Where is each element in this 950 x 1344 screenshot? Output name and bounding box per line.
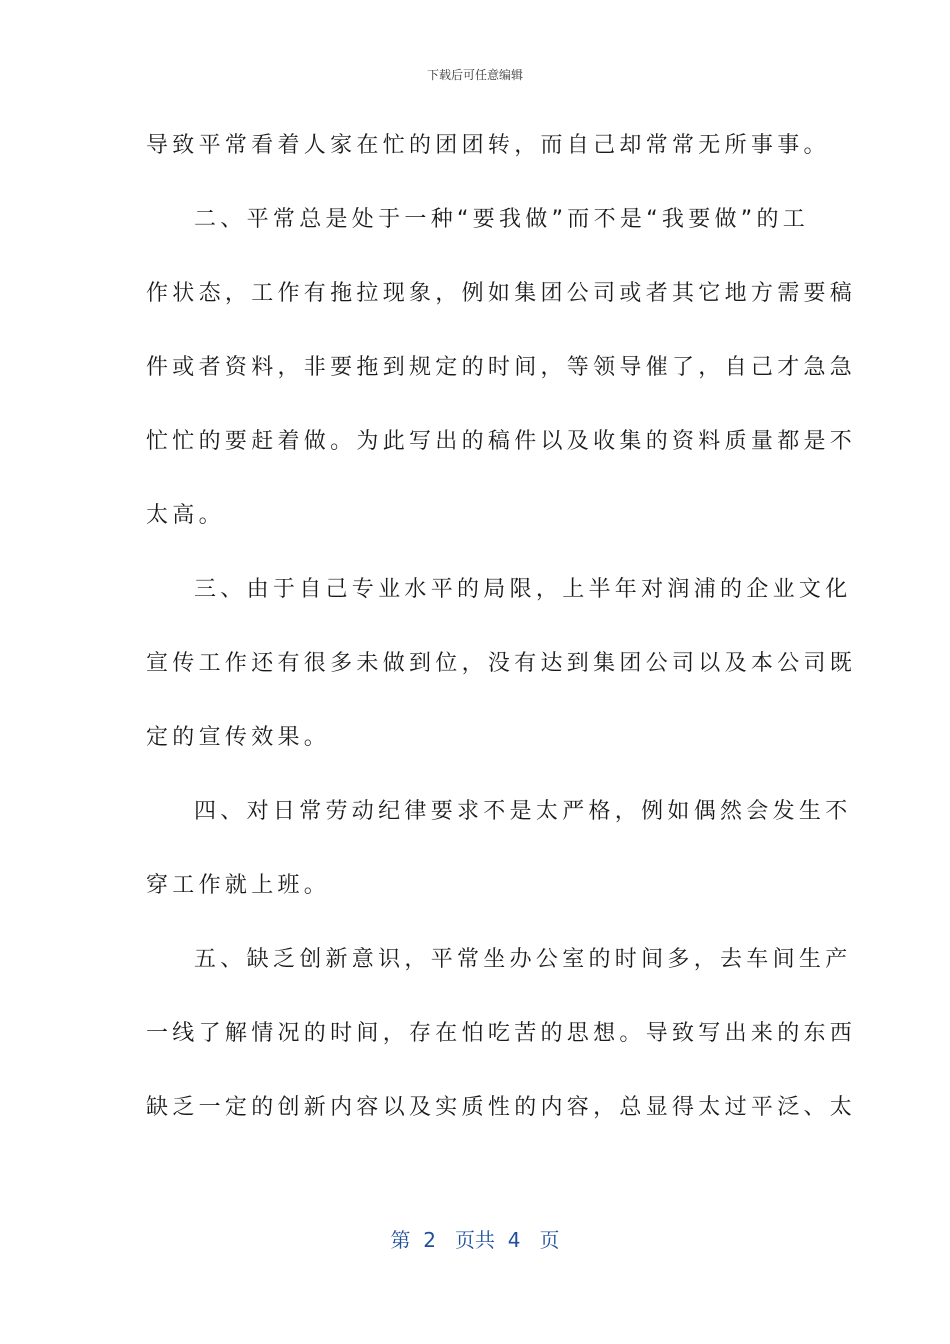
body-line: 穿工作就上班。 xyxy=(146,873,331,898)
body-line: 宣传工作还有很多未做到位，没有达到集团公司以及本公司既 xyxy=(146,651,857,676)
body-line: 导致平常看着人家在忙的团团转，而自己却常常无所事事。 xyxy=(146,133,830,158)
body-line: 三、由于自己专业水平的局限，上半年对润浦的企业文化 xyxy=(194,577,852,602)
body-line: 忙忙的要赶着做。为此写出的稿件以及收集的资料质量都是不 xyxy=(146,429,857,454)
body-line: 五、缺乏创新意识，平常坐办公室的时间多，去车间生产 xyxy=(194,947,852,972)
body-line: 二、平常总是处于一种“要我做”而不是“我要做”的工 xyxy=(194,207,810,232)
page-number: 第 2 页共 4 页 xyxy=(390,1228,560,1252)
body-line: 件或者资料，非要拖到规定的时间，等领导催了，自己才急急 xyxy=(146,355,857,380)
body-line: 定的宣传效果。 xyxy=(146,725,331,750)
body-line: 作状态，工作有拖拉现象，例如集团公司或者其它地方需要稿 xyxy=(146,281,857,306)
body-line: 一线了解情况的时间，存在怕吃苦的思想。导致写出来的东西 xyxy=(146,1021,857,1046)
body-line: 太高。 xyxy=(146,503,225,528)
page-header: 下载后可任意编辑 xyxy=(426,68,523,82)
body-line: 缺乏一定的创新内容以及实质性的内容，总显得太过平泛、太 xyxy=(146,1095,857,1120)
body-line: 四、对日常劳动纪律要求不是太严格，例如偶然会发生不 xyxy=(194,799,852,824)
